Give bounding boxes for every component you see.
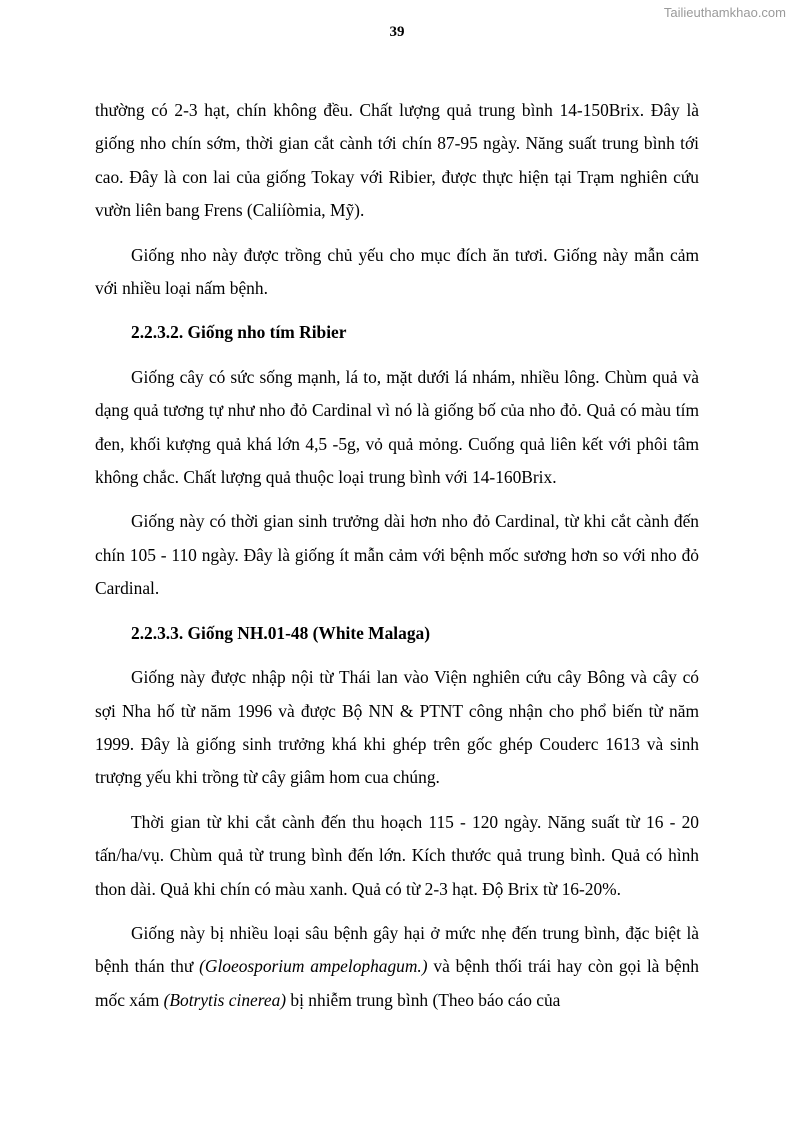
watermark: Tailieuthamkhao.com [663,5,786,20]
section-heading-white-malaga: 2.2.3.3. Giống NH.01-48 (White Malaga) [131,622,431,643]
section-heading-ribier: 2.2.3.2. Giống nho tím Ribier [131,322,347,343]
paragraph-7-text-2: và bệnh thối trái hay còn gọi là bệnh mốc xám [95,956,699,1010]
paragraph-4: Giống này có thời gian sinh trưởng dài hơn nho đỏ Cardinal, từ khi cắt cành đến chín 105 - 110 ngày. Đây là giống ít mẫn cảm với bệnh mốc sương hơn so với nho đỏ Cardinal. [95,511,699,599]
species-name-botrytis: (Botrytis cinerea) [163,989,287,1010]
paragraph-5: Giống này được nhập nội từ Thái lan vào Viện nghiên cứu cây Bông và cây có sợi Nha hố từ năm 1996 và được Bộ NN & PTNT công nhận cho phổ biến từ năm 1999. Đây là giống sinh trưởng khá khi ghép trên gốc ghép Couderc 1613 và sinh trượng yếu khi trồng từ cây giâm hom cua chúng. [95,667,699,788]
paragraph-3: Giống cây có sức sống mạnh, lá to, mặt dưới lá nhám, nhiều lông. Chùm quả và dạng quả tương tự như nho đỏ Cardinal vì nó là giống bố của nho đỏ. Quả có màu tím đen, khối kượng quả khá lớn 4,5 -5g, vỏ quả mỏng. Cuống quả liên kết với phôi tâm không chắc. Chất lượng quả thuộc loại trung bình với 14-160Brix. [95,366,699,488]
document-body [95,94,699,1028]
paragraph-6: Thời gian từ khi cắt cành đến thu hoạch 115 - 120 ngày. Năng suất từ 16 - 20 tấn/ha/vụ. Chùm quả từ trung bình đến lớn. Kích thước quả trung bình. Quả có hình thon dài. Quả khi chín có màu xanh. Quả có từ 2-3 hạt. Độ Brix từ 16-20%. [95,811,699,899]
paragraph-1: thường có 2-3 hạt, chín không đều. Chất lượng quả trung bình 14-150Brix. Đây là giống nho chín sớm, thời gian cắt cành tới chín 87-95 ngày. Năng suất trung bình tới cao. Đây là con lai của giống Tokay với Ribier, được thực hiện tại Trạm nghiên cứu vườn liên bang Frens (Caliíòmia, Mỹ). [95,100,699,221]
paragraph-7-text-1: Giống này bị nhiều loại sâu bệnh gây hại ở mức nhẹ đến trung bình, đặc biệt là bệnh thán thư [95,922,699,977]
paragraph-7-text-3: bị nhiễm trung bình (Theo báo cáo của [286,989,561,1010]
page-number: 39 [389,24,405,40]
species-name-gloeosporium: (Gloeosporium ampelophagum.) [199,956,428,977]
paragraph-7 [95,917,699,1017]
paragraph-2: Giống nho này được trồng chủ yếu cho mục đích ăn tươi. Giống này mẫn cảm với nhiều loại nấm bệnh. [95,244,699,299]
